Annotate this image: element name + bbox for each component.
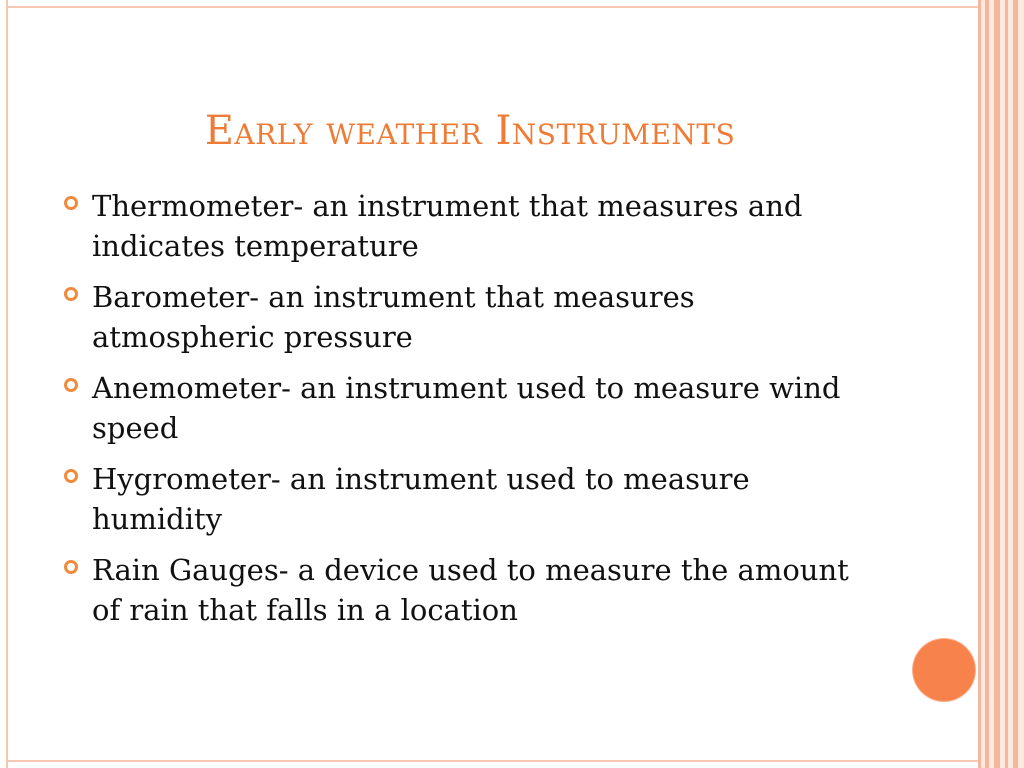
right-stripe (985, 0, 989, 768)
bullet-item-rain-gauges (64, 550, 884, 630)
bullet-item-hygrometer (64, 459, 884, 539)
orange-circle-icon (913, 639, 975, 701)
orange-ring-bullet-icon (64, 560, 78, 574)
bullet-item-barometer (64, 277, 884, 357)
bullet-text: Rain Gauges- a device used to measure the amount of rain that falls in a location (92, 553, 849, 627)
bullet-item-anemometer (64, 368, 884, 448)
slide-border-bottom (6, 760, 980, 762)
slide-border-top (6, 6, 980, 8)
bullet-text: Hygrometer- an instrument used to measure humidity (92, 462, 750, 536)
slide-border-left (6, 0, 8, 768)
right-stripe (1013, 0, 1018, 768)
orange-ring-bullet-icon (64, 469, 78, 483)
slide-title: Early weather Instruments (204, 108, 736, 154)
orange-ring-bullet-icon (64, 196, 78, 210)
right-stripe (994, 0, 1000, 768)
bullet-item-thermometer (64, 186, 884, 266)
bullet-text: Anemometer- an instrument used to measure wind speed (92, 371, 841, 445)
bullet-list (64, 186, 884, 641)
bullet-text: Barometer- an instrument that measures atmospheric pressure (92, 280, 695, 354)
bullet-text: Thermometer- an instrument that measures and indicates temperature (92, 189, 803, 263)
orange-ring-bullet-icon (64, 378, 78, 392)
right-stripe (1005, 0, 1008, 768)
right-stripe (978, 0, 981, 768)
orange-ring-bullet-icon (64, 287, 78, 301)
